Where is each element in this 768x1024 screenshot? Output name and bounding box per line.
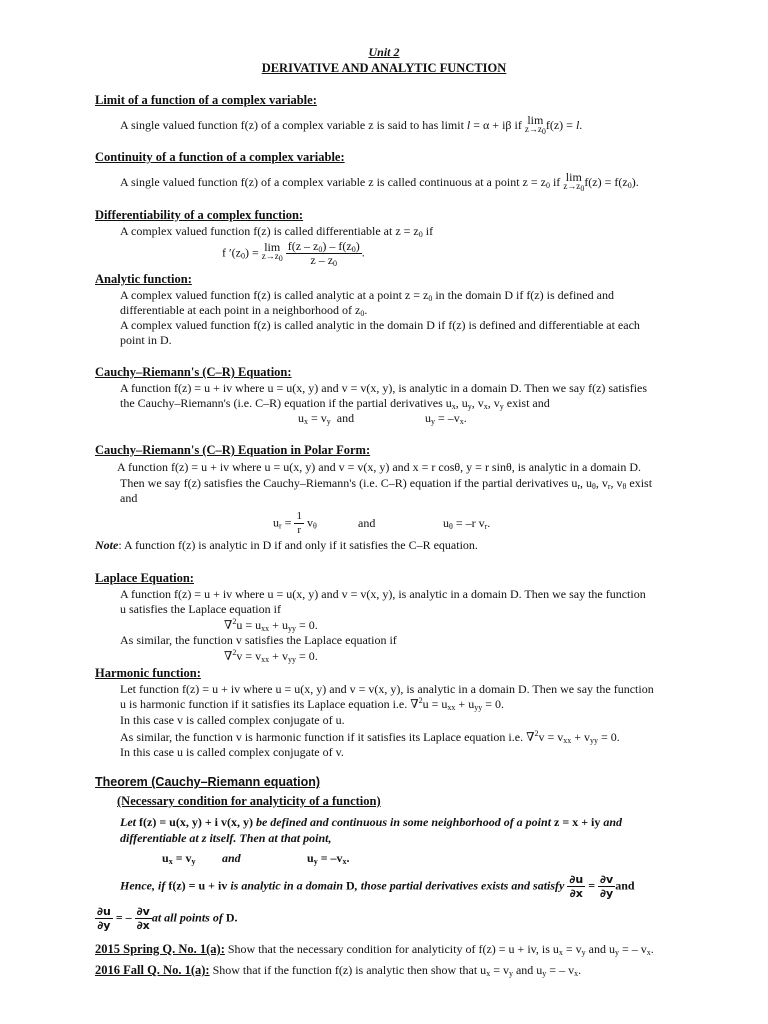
analytic-p1-line2: differentiable at each point in a neighborhood of $z_0$.	[120, 303, 368, 318]
cr-heading: Cauchy–Riemann's (C–R) Equation:	[95, 365, 292, 379]
cr-polar-heading: Cauchy–Riemann's (C–R) Equation in Polar Form:	[95, 443, 371, 457]
limit-definition: A single valued function f(z) of a complex variable z is said to has limit l = α + iβ if lim $z\to z_0$ f(z) = l.	[120, 113, 583, 136]
harmonic-heading: Harmonic function:	[95, 666, 201, 680]
difference-quotient: $\frac{f(z - z_0) - f(z_0)}{z - z_0}$	[287, 239, 360, 268]
laplace-line2: u satisfies the Laplace equation if	[120, 602, 281, 616]
harmonic-line1: Let function f(z) = u + iv where u = u(x, y) and v = v(x, y), is analytic in a domain D. Then we say the function	[120, 682, 654, 696]
cr-equation-2: $u_y = -v_x$.	[425, 411, 467, 426]
note: Note: A function f(z) is analytic in D if and only if it satisfies the C–R equation.	[95, 538, 478, 552]
continuity-definition: A single valued function f(z) of a complex variable z is called continuous at a point $z = z_0$ if lim $z\to z_0$ $f(z) = f(z_0)$.	[120, 170, 639, 193]
laplace-equation-u: $\nabla^2u = u_{xx} + u_{yy} = 0$.	[224, 617, 318, 633]
cr-polar-line3: and	[120, 491, 138, 505]
lim-operator: lim $z\to z_0$	[524, 113, 546, 136]
theorem-line2: differentiable at z itself. Then at that point,	[120, 831, 332, 845]
cr-polar-equation-1: $u_r$ = $\frac{1}{r}$ $v_\theta$	[273, 510, 317, 536]
cr-line2: the Cauchy–Riemann's (i.e. C–R) equation if the partial derivatives $u_x$, $u_y$, $v_x$, $v_y$ exist and	[120, 396, 550, 411]
partial-u-y: $\frac{\partial u}{\partial y}$	[97, 905, 111, 932]
page-title: DERIVATIVE AND ANALYTIC FUNCTION	[261, 61, 507, 75]
cr-line1: A function f(z) = u + iv where u = u(x, y) and v = v(x, y), is analytic in a domain D. Then we say f(z) satisfies	[120, 381, 648, 395]
laplace-heading: Laplace Equation:	[95, 571, 194, 585]
analytic-p2-line1: A complex valued function f(z) is called analytic in the domain D if f(z) is defined and differentiable at each	[120, 318, 640, 332]
harmonic-line5: In this case u is called complex conjugate of v.	[120, 745, 344, 759]
cr-equation-1: $u_x = v_y$ and	[298, 411, 355, 426]
partial-u-x: $\frac{\partial u}{\partial x}$	[569, 873, 584, 900]
analytic-heading: Analytic function:	[95, 272, 192, 286]
lim-operator: lim $z\to z_0$	[563, 170, 585, 193]
unit-label: Unit 2	[368, 45, 400, 59]
partial-v-y: $\frac{\partial v}{\partial y}$	[600, 873, 614, 900]
cr-polar-and: and	[358, 516, 376, 530]
harmonic-line2: u is harmonic function if it satisfies its Laplace equation i.e. $\nabla^2u = u_{xx} + u_{yy} = 0$.	[120, 696, 504, 712]
question-2015-spring: 2015 Spring Q. No. 1(a): Show that the necessary condition for analyticity of f(z) = u + iv, is $u_x = v_y$ and $u_y$ = – $v_x$.	[95, 942, 654, 957]
cr-polar-line1: A function f(z) = u + iv where u = u(x, y) and v = v(x, y) and x = r cosθ, y = r sinθ, is analytic in a domain D.	[117, 460, 641, 474]
question-2016-fall: 2016 Fall Q. No. 1(a): Show that if the function f(z) is analytic then show that $u_x = v_y$ and $u_y$ = – $v_x$.	[95, 963, 582, 978]
derivative-formula: f $'(z_0)$ = lim $z\to z_0$ $\frac{f(z - z_0) - f(z_0)}{z - z_0}$ .	[222, 239, 365, 268]
laplace-line1: A function f(z) = u + iv where u = u(x, y) and v = v(x, y), is analytic in a domain D. Then we say the function	[120, 587, 646, 601]
theorem-line3: Hence, if f(z) = u + iv is analytic in a domain D, those partial derivatives exists and satisfy $\frac{\partial u}{\partial x}$ = $\frac{\partial v}{\partial y}$ and	[120, 873, 635, 900]
analytic-p1-line1: A complex valued function f(z) is called analytic at a point $z = z_0$ in the domain D if f(z) is defined and	[120, 288, 614, 303]
theorem-line4: $\frac{\partial u}{\partial y}$ = – $\frac{\partial v}{\partial x}$ at all points of D.	[97, 905, 238, 932]
harmonic-line3: In this case v is called complex conjugate of u.	[120, 713, 345, 727]
theorem-and: and	[222, 851, 241, 865]
theorem-subheading: (Necessary condition for analyticity of a function)	[117, 794, 381, 808]
continuity-heading: Continuity of a function of a complex variable:	[95, 150, 345, 164]
theorem-line1: Let f(z) = u(x, y) + i v(x, y) be defined and continuous in some neighborhood of a point z = x + iy and	[120, 815, 623, 829]
partial-v-x: $\frac{\partial v}{\partial x}$	[136, 905, 150, 932]
theorem-equation-2: $u_y = -v_x$.	[307, 851, 350, 866]
differentiability-heading: Differentiability of a complex function:	[95, 208, 304, 222]
limit-heading: Limit of a function of a complex variable:	[95, 93, 317, 107]
differentiability-definition: A complex valued function f(z) is called differentiable at $z = z_0$ if	[120, 224, 434, 239]
theorem-heading: Theorem (Cauchy–Riemann equation)	[95, 775, 321, 789]
cr-polar-equation-2: $u_\theta = -r$ $v_r$.	[443, 516, 491, 531]
analytic-p2-line2: point in D.	[120, 333, 172, 347]
lim-operator: lim $z\to z_0$	[261, 240, 283, 264]
cr-polar-line2: Then we say f(z) satisfies the Cauchy–Riemann's (i.e. C–R) equation if the partial derivatives $u_r$, $u_\theta$, $v_r$, $v_\theta$ exist	[120, 476, 653, 491]
harmonic-line4: As similar, the function v is harmonic function if it satisfies its Laplace equation i.e. $\nabla^2v = v_{xx} + v_{yy} = 0$.	[120, 729, 620, 745]
laplace-line3: As similar, the function v satisfies the Laplace equation if	[120, 633, 397, 647]
one-over-r: $\frac{1}{r}$	[296, 510, 302, 536]
laplace-equation-v: $\nabla^2v = v_{xx} + v_{yy} = 0$.	[224, 648, 318, 664]
theorem-equation-1: $u_x = v_y$	[162, 851, 196, 866]
